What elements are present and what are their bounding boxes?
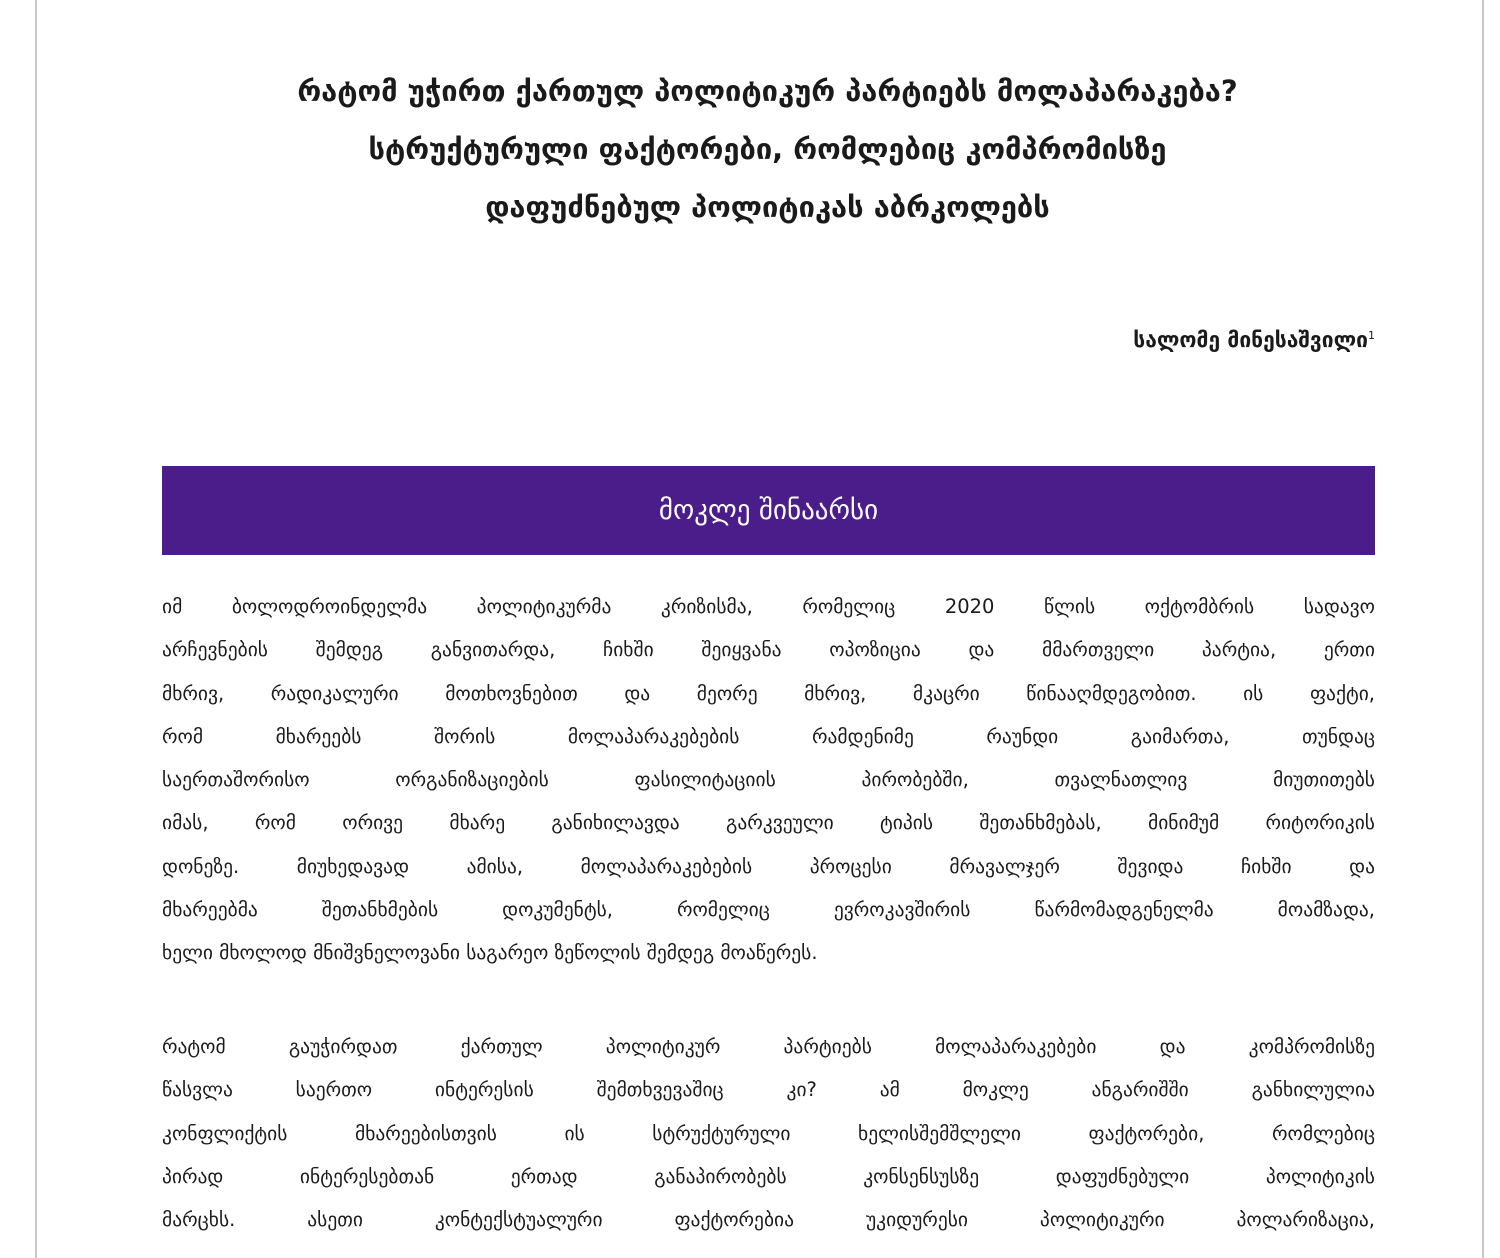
paragraph (162, 585, 1375, 975)
text-line: მხარეებმა შეთანხმების დოკუმენტს, რომელიც ევროკავშირის წარმომადგენელმა მოამზადა, (162, 898, 1375, 922)
title-line: სტრუქტურული ფაქტორები, რომლებიც კომპრომისზე (368, 132, 1167, 166)
author (1133, 328, 1375, 352)
text-line: წასვლა საერთო ინტერესის შემთხვევაშიც კი? ამ მოკლე ანგარიშში განხილულია (162, 1078, 1375, 1102)
author-name: სალომე მინესაშვილი (1133, 328, 1368, 352)
text-line: არჩევნების შემდეგ განვითარდა, ჩიხში შეიყვანა ოპოზიცია და მმართველი პარტია, ერთი (162, 638, 1375, 662)
section-heading-banner (162, 466, 1375, 555)
text-line: იმას, რომ ორივე მხარე განიხილავდა გარკვეული ტიპის შეთანხმებას, მინიმუმ რიტორიკის (162, 811, 1375, 835)
document-title (160, 62, 1375, 236)
text-line: რატომ გაუჭირდათ ქართულ პოლიტიკურ პარტიებს მოლაპარაკებები და კომპრომისზე (162, 1035, 1375, 1058)
text-line: ხელი მხოლოდ მნიშვნელოვანი საგარეო ზეწოლის შემდეგ მოაწერეს. (162, 941, 818, 965)
text-line: მხრივ, რადიკალური მოთხოვნებით და მეორე მხრივ, მკაცრი წინააღმდეგობით. ის ფაქტი, (162, 681, 1375, 705)
text-line: მარცხს. ასეთი კონტექსტუალური ფაქტორებია უკიდურესი პოლიტიკური პოლარიზაცია, (162, 1208, 1375, 1232)
text-line: რომ მხარეებს შორის მოლაპარაკებების რამდენიმე რაუნდი გაიმართა, თუნდაც (162, 724, 1375, 748)
footnote-marker[interactable]: 1 (1368, 329, 1375, 342)
text-line: საერთაშორისო ორგანიზაციების ფასილიტაციის პირობებში, თვალნათლივ მიუთითებს (162, 768, 1375, 792)
text-line: დონეზე. მიუხედავად ამისა, მოლაპარაკებების პროცესი მრავალჯერ შევიდა ჩიხში და (162, 854, 1375, 878)
text-line: იმ ბოლოდროინდელმა პოლიტიკურმა კრიზისმა, რომელიც 2020 წლის ოქტომბრის სადავო (162, 595, 1375, 618)
section-heading: მოკლე შინაარსი (658, 495, 879, 526)
text-line: კონფლიქტის მხარეებისთვის ის სტრუქტურული ხელისშემშლელი ფაქტორები, რომლებიც (162, 1121, 1375, 1145)
title-line: რატომ უჭირთ ქართულ პოლიტიკურ პარტიებს მოლაპარაკება? (297, 74, 1238, 108)
paragraph (162, 1025, 1375, 1241)
title-line: დაფუძნებულ პოლიტიკას აბრკოლებს (485, 190, 1050, 224)
text-line: პირად ინტერესებთან ერთად განაპირობებს კონსენსუსზე დაფუძნებული პოლიტიკის (162, 1164, 1375, 1188)
